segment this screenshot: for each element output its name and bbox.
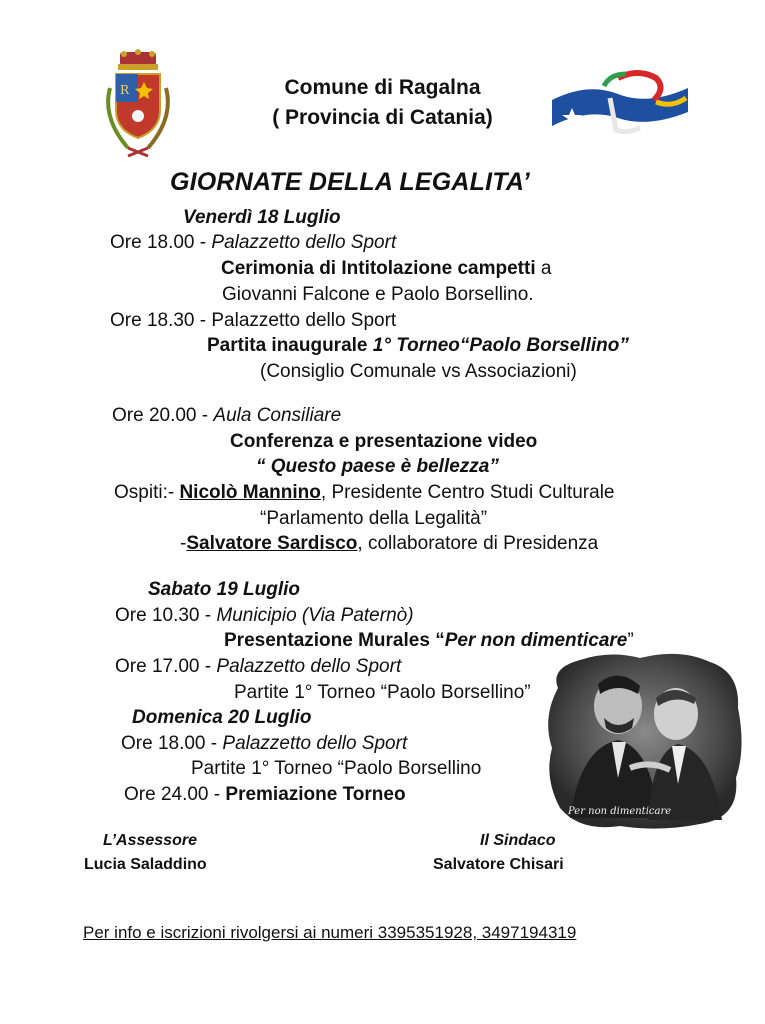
guest-prefix: -: [180, 533, 187, 554]
guest-role: , collaboratore di Presidenza: [357, 533, 599, 554]
event-title: [207, 335, 629, 357]
event-detail: Partite 1° Torneo “Paolo Borsellino: [191, 758, 482, 779]
event-title: Premiazione Torneo: [225, 784, 406, 805]
event-title: Conferenza e presentazione video: [230, 431, 538, 452]
event-time: Ore 17.00 -: [115, 656, 217, 677]
event-place: Municipio (Via Paternò): [216, 605, 414, 626]
event-line: [110, 232, 396, 254]
event-detail: Giovanni Falcone e Paolo Borsellino.: [222, 284, 534, 305]
event-title: [221, 258, 551, 280]
event-detail: Partite 1° Torneo “Paolo Borsellino”: [234, 682, 531, 703]
event-time: Ore 24.00 -: [124, 784, 226, 805]
province-name: ( Provincia di Catania): [272, 106, 493, 129]
event-time: Ore 18.00 -: [121, 733, 223, 754]
day-heading-sunday: Domenica 20 Luglio: [132, 707, 312, 728]
event-place: Palazzetto dello Sport: [216, 656, 402, 677]
mayor-role: Il Sindaco: [480, 832, 556, 849]
day-heading-friday: Venerdì 18 Luglio: [183, 207, 341, 228]
assessor-role: L’Assessore: [103, 832, 197, 849]
guest-name: Salvatore Sardisco: [186, 533, 358, 554]
event-line: [124, 784, 406, 806]
event-title-end: ”: [627, 630, 634, 651]
event-detail: (Consiglio Comunale vs Associazioni): [260, 361, 577, 382]
guest-role: , Presidente Centro Studi Culturale: [320, 482, 615, 503]
event-place: Aula Consiliare: [213, 405, 342, 426]
event-place: Palazzetto dello Sport: [222, 733, 408, 754]
event-time: Ore 18.00 -: [110, 232, 212, 253]
town-name: Comune di Ragalna: [284, 76, 481, 99]
guest-organization: “Parlamento della Legalità”: [260, 508, 488, 529]
event-line: [112, 405, 341, 427]
event-place: Palazzetto dello Sport: [211, 232, 397, 253]
event-line: [115, 656, 401, 678]
event-title-b: 1° Torneo“Paolo Borsellino”: [372, 335, 629, 356]
event-time: Ore 20.00 -: [112, 405, 214, 426]
event-title-italic: Per non dimenticare: [444, 630, 628, 651]
event-line: [115, 605, 414, 627]
event-time: Ore 10.30 -: [115, 605, 217, 626]
guest-name: Nicolò Mannino: [179, 482, 321, 503]
event-title-bold: Cerimonia di Intitolazione campetti: [221, 258, 536, 279]
guest-line: [114, 482, 615, 504]
municipal-crest-icon: [98, 48, 178, 160]
photo-caption: Per non dimenticare: [568, 806, 672, 817]
mayor-name: Salvatore Chisari: [433, 856, 564, 873]
event-title-rest: a: [535, 258, 552, 279]
video-title: “ Questo paese è bellezza”: [256, 456, 499, 477]
page-title: GIORNATE DELLA LEGALITA’: [170, 168, 530, 196]
contact-info: Per info e iscrizioni rivolgersi ai numeri 3395351928, 3497194319: [83, 923, 577, 942]
event-line: Ore 18.30 - Palazzetto dello Sport: [110, 310, 397, 331]
event-title-bold: Presentazione Murales “: [224, 630, 445, 651]
assessor-name: Lucia Saladdino: [84, 856, 207, 873]
svg-text:R: R: [120, 83, 130, 97]
guests-prefix: Ospiti:-: [114, 482, 180, 503]
event-line: [121, 733, 407, 755]
event-title-a: Partita inaugurale: [207, 335, 373, 356]
day-heading-saturday: Sabato 19 Luglio: [148, 579, 301, 600]
falcone-borsellino-photo: [540, 648, 748, 832]
guest-line: [180, 533, 598, 555]
